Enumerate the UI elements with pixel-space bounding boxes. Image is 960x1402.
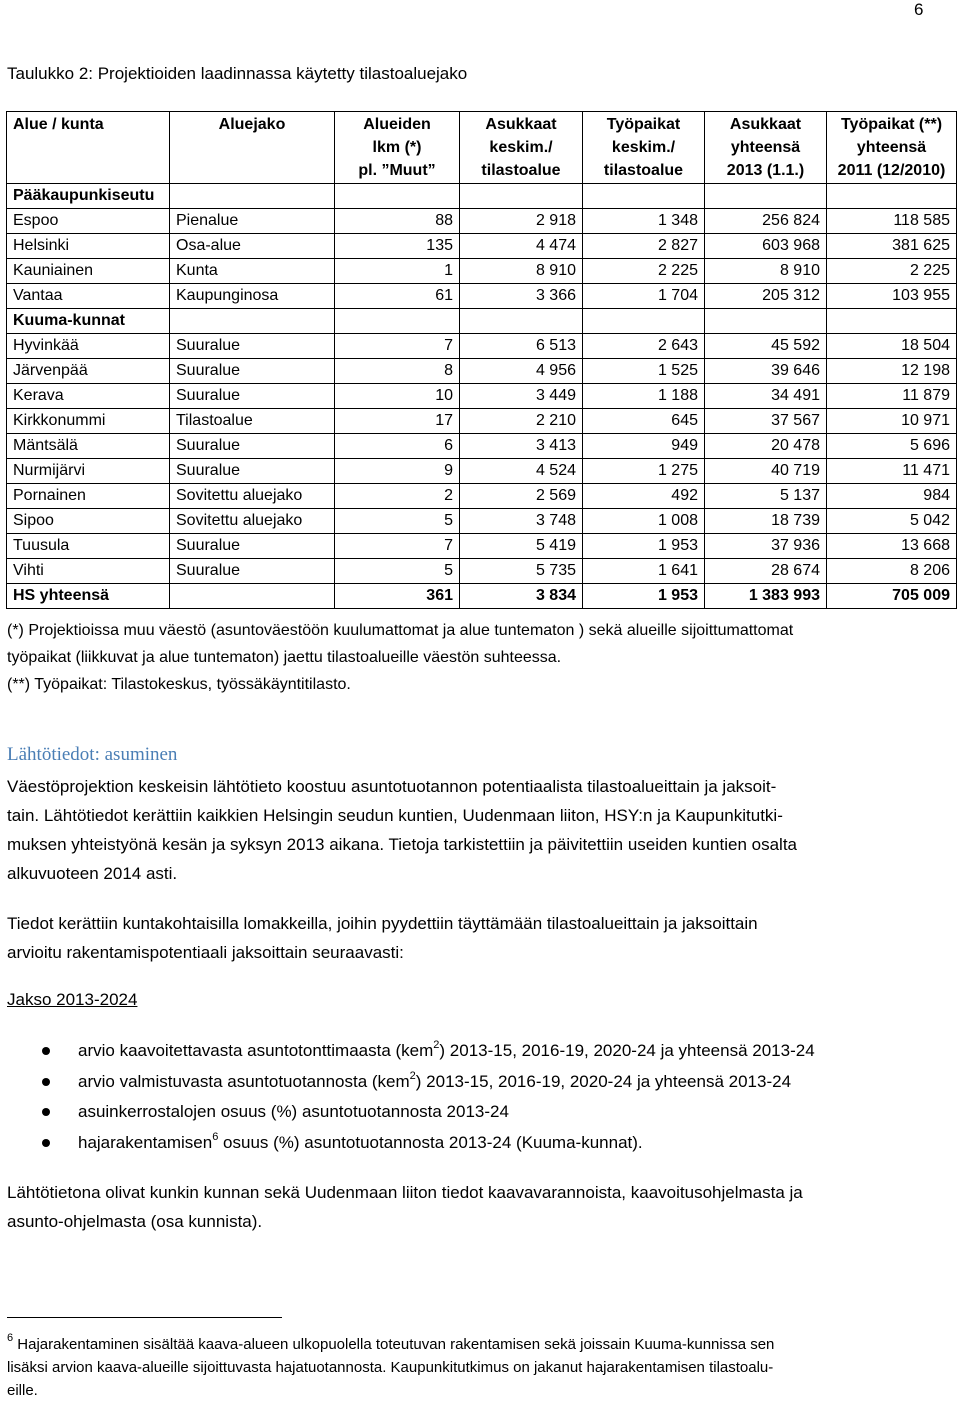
section-heading: Lähtötiedot: asuminen <box>7 744 178 765</box>
page-number: 6 <box>914 0 924 19</box>
footnote-divider <box>7 1317 282 1318</box>
list-item: asuinkerrostalojen osuus (%) asuntotuotannosta 2013-24 <box>0 1097 950 1128</box>
paragraph-2: Tiedot kerättiin kuntakohtaisilla lomakkeilla, joihin pyydettiin täyttämään tilastoalueittain ja jaksoittain arvioitu rakentamispotentiaali jaksoittain seuraavasti: <box>7 914 758 962</box>
header-residents-total: Asukkaat yhteensä 2013 (1.1.) <box>705 112 827 184</box>
list-item: arvio valmistuvasta asuntotuotannosta (kem$^2$) 2013-15, 2016-19, 2020-24 ja yhteensä 2013-24 <box>0 1067 950 1098</box>
table-row: Espoo Pienalue 88 2 918 1 348 256 824 118 585 <box>7 209 957 234</box>
table-row: Sipoo Sovitettu aluejako 5 3 748 1 008 18 739 5 042 <box>7 509 957 534</box>
table-row: Vihti Suuralue 5 5 735 1 641 28 674 8 206 <box>7 559 957 584</box>
period-heading: Jakso 2013-2024 <box>7 990 138 1009</box>
table-row: Järvenpää Suuralue 8 4 956 1 525 39 646 12 198 <box>7 359 957 384</box>
footnote-mark: 6 <box>7 1332 14 1344</box>
group-label: Kuuma-kunnat <box>7 309 170 334</box>
table-notes <box>7 617 947 698</box>
footnote: $^6$ Hajarakentaminen sisältää kaava-alueen ulkopuolella toteutuvan rakentamisen sekä joissain Kuuma-kunnissa sen lisäksi arvion kaava-alueille sijoittuvasta hajatuotannosta. Kaupunkitutkimus on jakanut hajarakentamisen tilastoalu- eille. <box>7 1332 775 1399</box>
statistics-table <box>6 111 957 609</box>
group-row-kuuma-kunnat <box>7 309 957 334</box>
group-label: Pääkaupunkiseutu <box>7 184 170 209</box>
list-item: arvio kaavoitettavasta asuntotonttimaasta (kem$^2$) 2013-15, 2016-19, 2020-24 ja yhteensä 2013-24 <box>0 1036 950 1067</box>
note-line: (*) Projektioissa muu väestö (asuntoväestöön kuulumattomat ja alue tuntematon ) sekä alueille sijoittumattomat <box>7 622 794 639</box>
table-row: Kerava Suuralue 10 3 449 1 188 34 491 11 879 <box>7 384 957 409</box>
header-area: Alue / kunta <box>7 112 170 184</box>
table-total-row: HS yhteensä 361 3 834 1 953 1 383 993 705 009 <box>7 584 957 609</box>
header-residents-avg: Asukkaat keskim./ tilastoalue <box>460 112 583 184</box>
table-row: Mäntsälä Suuralue 6 3 413 949 20 478 5 696 <box>7 434 957 459</box>
table-row: Kirkkonummi Tilastoalue 17 2 210 645 37 567 10 971 <box>7 409 957 434</box>
header-jobs-total: Työpaikat (**) yhteensä 2011 (12/2010) <box>827 112 957 184</box>
table-row: Kauniainen Kunta 1 8 910 2 225 8 910 2 225 <box>7 259 957 284</box>
bullet-icon <box>42 1078 50 1086</box>
header-jobs-avg: Työpaikat keskim./ tilastoalue <box>583 112 705 184</box>
note-line: (**) Työpaikat: Tilastokeskus, työssäkäyntitilasto. <box>7 676 351 693</box>
table-row: Hyvinkää Suuralue 7 6 513 2 643 45 592 18 504 <box>7 334 957 359</box>
list-item: hajarakentamisen$^6$ osuus (%) asuntotuotannosta 2013-24 (Kuuma-kunnat). <box>0 1128 950 1159</box>
header-division: Aluejako <box>170 112 335 184</box>
table-row: Helsinki Osa-alue 135 4 474 2 827 603 968 381 625 <box>7 234 957 259</box>
bullet-icon <box>42 1139 50 1147</box>
bullet-icon <box>42 1108 50 1116</box>
group-row-paakaupunkiseutu <box>7 184 957 209</box>
note-line: työpaikat (liikkuvat ja alue tuntematon) jaettu tilastoalueille väestön suhteessa. <box>7 649 562 666</box>
bullet-list <box>0 1036 950 1158</box>
table-row: Pornainen Sovitettu aluejako 2 2 569 492 5 137 984 <box>7 484 957 509</box>
header-count: Alueiden lkm (*) pl. ”Muut” <box>335 112 460 184</box>
paragraph-1: Väestöprojektion keskeisin lähtötieto koostuu asuntotuotannon potentiaalista tilastoalueittain ja jaksoit- tain. Lähtötiedot kerättiin kaikkien Helsingin seudun kuntien, Uudenmaan liiton, HSY:n ja Kaupunkitutki- muksen yhteistyönä kesän ja syksyn 2013 aikana. Tietoja tarkistettiin ja päivitettiin useiden kuntien osalta alkuvuoteen 2014 asti. <box>7 777 798 883</box>
table-row: Nurmijärvi Suuralue 9 4 524 1 275 40 719 11 471 <box>7 459 957 484</box>
table-header-row <box>7 112 957 184</box>
table-row: Tuusula Suuralue 7 5 419 1 953 37 936 13 668 <box>7 534 957 559</box>
table-caption: Taulukko 2: Projektioiden laadinnassa käytetty tilastoaluejako <box>7 64 468 83</box>
table-row: Vantaa Kaupunginosa 61 3 366 1 704 205 312 103 955 <box>7 284 957 309</box>
footnote-reference: 6 <box>212 1130 219 1143</box>
paragraph-3: Lähtötietona olivat kunkin kunnan sekä Uudenmaan liiton tiedot kaavavarannoista, kaavoitusohjelmasta ja asunto-ohjelmasta (osa kunnista). <box>7 1183 803 1231</box>
bullet-icon <box>42 1047 50 1055</box>
